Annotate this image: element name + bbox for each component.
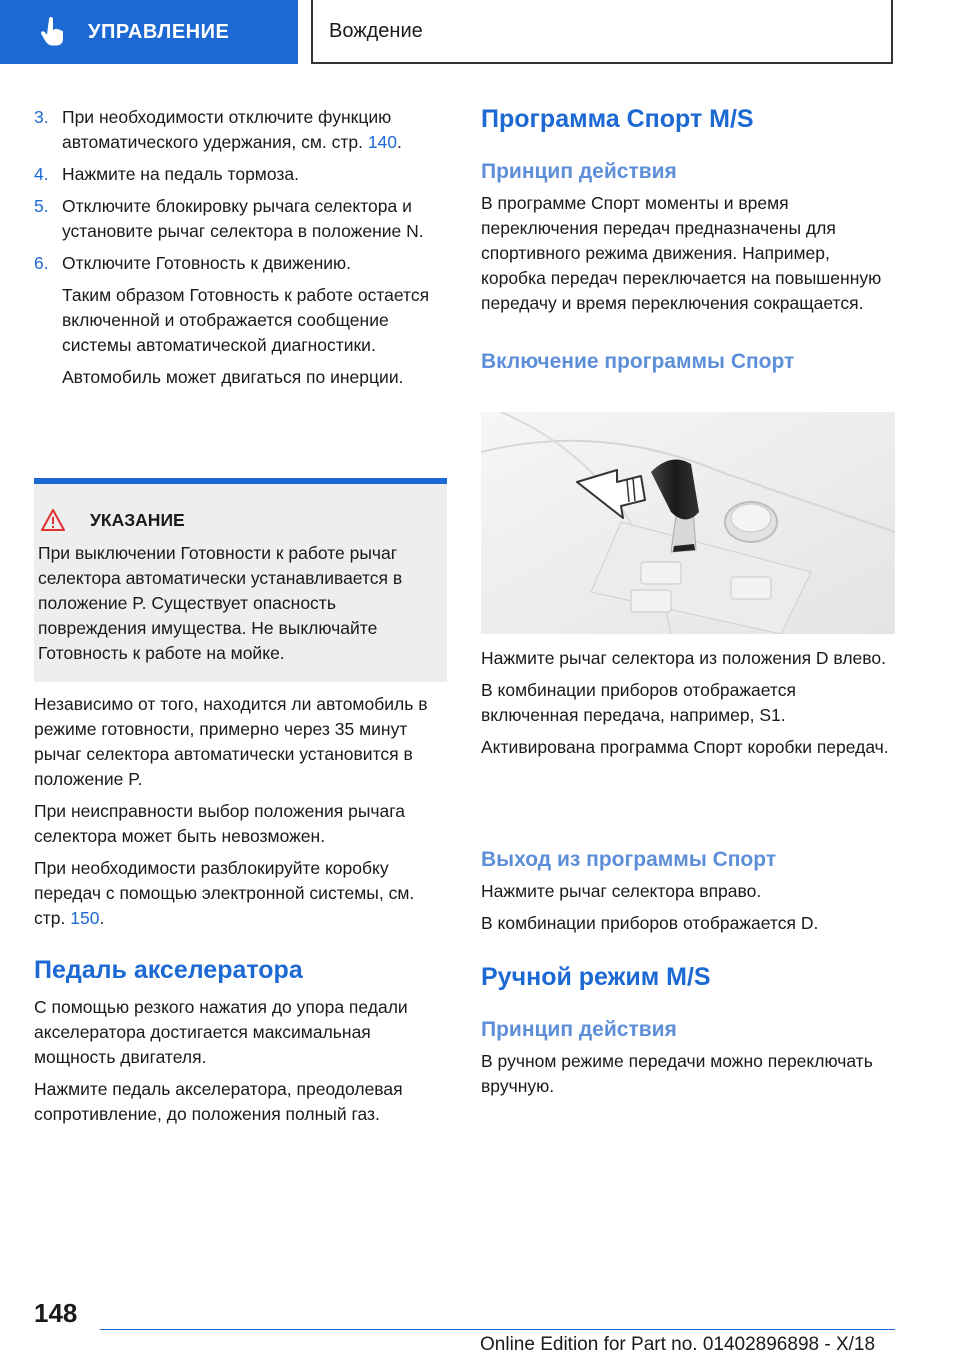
chapter-tab[interactable] [311, 0, 893, 64]
paragraph: При необходимости разблокируйте коробку передач с помощью электронной системы, см. стр. 150. [34, 858, 415, 928]
step-number: 3. [34, 107, 49, 127]
step-text: Отключите Готовность к движению. [62, 253, 352, 273]
paragraph: С помощью резкого нажатия до упора педали акселератора достигается максимальная мощность двигателя. [34, 997, 408, 1067]
step-number: 6. [34, 253, 49, 273]
chapter-title: Вождение [329, 19, 423, 42]
list-item [34, 105, 454, 155]
page-number: 148 [34, 1298, 78, 1328]
step-text: Отключите блокировку рычага селектора и установите рычаг селектора в положение N. [62, 196, 424, 241]
section-tab[interactable] [0, 0, 298, 64]
subsection-heading: Принцип действия [481, 1018, 677, 1041]
paragraph: В ручном режиме передачи можно переключать вручную. [481, 1051, 873, 1096]
subsection-heading: Включение программы Спорт [481, 350, 795, 373]
notice-text: При выключении Готовности к работе рычаг селектора автоматически устанавливается в положение P. Существует опасность повреждения имущества. Не выключайте Готовность к работе на мойке. [38, 543, 403, 663]
notice-header [40, 508, 185, 532]
subsection-heading: Принцип действия [481, 160, 677, 183]
subsection-heading: Выход из программы Спорт [481, 848, 777, 871]
list-item [34, 194, 454, 244]
footer-divider [100, 1329, 895, 1330]
paragraph: Независимо от того, находится ли автомобиль в режиме готовности, примерно через 35 минут рычаг селектора автоматически установится в положение P. [34, 694, 428, 789]
notice-box [34, 478, 447, 682]
section-heading: Педаль акселератора [34, 956, 303, 984]
notice-title: УКАЗАНИЕ [90, 509, 185, 530]
gear-selector-photo [481, 412, 895, 634]
step-number: 4. [34, 164, 49, 184]
left-lower-text [34, 692, 447, 938]
steps-list [34, 105, 454, 397]
accelerator-section [34, 954, 447, 1134]
section-heading: Программа Спорт M/S [481, 105, 754, 133]
manual-section [481, 961, 894, 1106]
footer-edition: Online Edition for Part no. 01402896898 - X/18 [480, 1334, 876, 1355]
paragraph: Нажмите рычаг селектора из положения D влево. [481, 648, 886, 668]
paragraph: В комбинации приборов отображается включенная передача, например, S1. [481, 680, 796, 725]
warning-triangle-icon [40, 508, 66, 532]
hand-pointer-icon [40, 17, 66, 47]
sport-exit-section [481, 845, 894, 943]
paragraph: В программе Спорт моменты и время переключения передач предназначены для спортивного режима движения. Например, коробка передач переключается на повышенную передачу и время переключения сокращается. [481, 193, 882, 313]
step-text: Нажмите на педаль тормоза. [62, 164, 299, 184]
page-link[interactable]: 150 [70, 908, 100, 928]
section-title: УПРАВЛЕНИЕ [88, 20, 230, 43]
page-link[interactable]: 140 [367, 132, 398, 152]
sport-enable-text [481, 646, 894, 767]
gear-selector-illustration [481, 412, 895, 634]
sport-section [481, 103, 894, 377]
paragraph: При неисправности выбор положения рычага селектора может быть невозможен. [34, 801, 406, 846]
step-note: Таким образом Готовность к работе остается включенной и отображается сообщение системы автоматической диагностики. [62, 285, 430, 355]
paragraph: В комбинации приборов отображается D. [481, 913, 819, 933]
list-item [34, 251, 454, 276]
step-text: При необходимости отключите функцию автоматического удержания, см. стр. 140. [62, 107, 402, 152]
step-number: 5. [34, 196, 49, 216]
paragraph: Активирована программа Спорт коробки передач. [481, 737, 889, 757]
paragraph: Нажмите рычаг селектора вправо. [481, 881, 762, 901]
step-note: Автомобиль может двигаться по инерции. [62, 367, 404, 387]
section-heading: Ручной режим M/S [481, 963, 711, 991]
paragraph: Нажмите педаль акселератора, преодолевая сопротивление, до положения полный газ. [34, 1079, 403, 1124]
list-item [34, 162, 454, 187]
